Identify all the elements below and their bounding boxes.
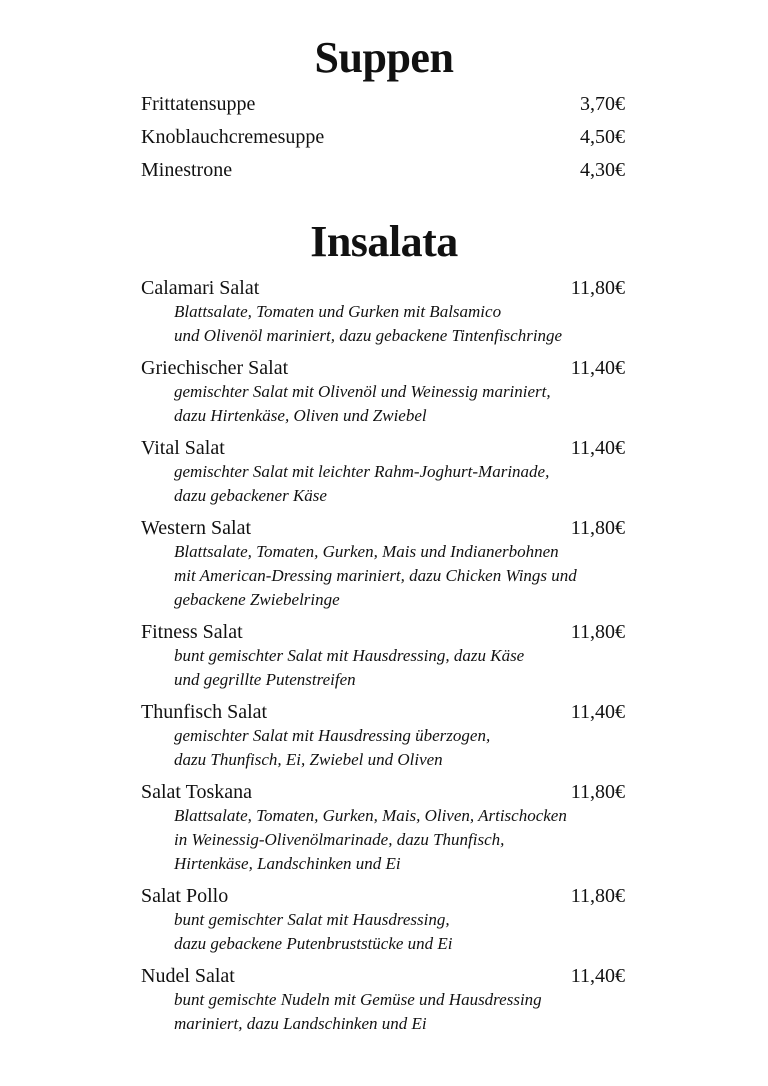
suppen-list bbox=[141, 92, 625, 191]
item-name: Thunfisch Salat bbox=[141, 701, 268, 723]
item-name: Griechischer Salat bbox=[141, 357, 289, 379]
item-price: 11,40€ bbox=[570, 701, 625, 723]
item-price: 11,40€ bbox=[570, 357, 625, 379]
description-line: und Olivenöl mariniert, dazu gebackene Tintenfischringe bbox=[174, 326, 563, 345]
item-header bbox=[141, 780, 625, 804]
item-description bbox=[141, 644, 671, 692]
item-price: 11,40€ bbox=[570, 965, 625, 987]
list-item bbox=[141, 620, 671, 692]
item-price: 11,80€ bbox=[570, 885, 625, 907]
list-item bbox=[141, 436, 671, 508]
description-line: Hirtenkäse, Landschinken und Ei bbox=[174, 854, 401, 873]
description-line: dazu gebackener Käse bbox=[174, 486, 327, 505]
item-header bbox=[141, 436, 625, 460]
insalata-title: Insalata bbox=[310, 217, 458, 266]
description-line: dazu gebackene Putenbruststücke und Ei bbox=[174, 934, 453, 953]
item-description bbox=[141, 724, 671, 772]
item-description bbox=[141, 300, 671, 348]
description-line: Blattsalate, Tomaten und Gurken mit Balsamico bbox=[174, 302, 502, 321]
insalata-list bbox=[141, 276, 671, 1044]
item-name: Frittatensuppe bbox=[141, 93, 256, 115]
item-name: Minestrone bbox=[141, 159, 233, 181]
description-line: in Weinessig-Olivenölmarinade, dazu Thunfisch, bbox=[174, 830, 505, 849]
list-item bbox=[141, 780, 671, 876]
item-price: 11,80€ bbox=[570, 621, 625, 643]
item-name: Western Salat bbox=[141, 517, 252, 539]
description-line: bunt gemischter Salat mit Hausdressing, dazu Käse bbox=[174, 646, 525, 665]
list-item bbox=[141, 276, 671, 348]
description-line: bunt gemischte Nudeln mit Gemüse und Hausdressing bbox=[174, 990, 542, 1009]
item-name: Calamari Salat bbox=[141, 277, 260, 299]
description-line: dazu Thunfisch, Ei, Zwiebel und Oliven bbox=[174, 750, 443, 769]
item-header bbox=[141, 356, 625, 380]
list-item bbox=[141, 356, 671, 428]
list-item bbox=[141, 964, 671, 1036]
description-line: Blattsalate, Tomaten, Gurken, Mais und Indianerbohnen bbox=[174, 542, 559, 561]
list-item bbox=[141, 700, 671, 772]
list-item bbox=[141, 125, 625, 158]
description-line: bunt gemischter Salat mit Hausdressing, bbox=[174, 910, 450, 929]
list-item bbox=[141, 158, 625, 191]
item-header bbox=[141, 700, 625, 724]
item-price: 11,80€ bbox=[570, 781, 625, 803]
description-line: gemischter Salat mit leichter Rahm-Joghurt-Marinade, bbox=[174, 462, 550, 481]
description-line: dazu Hirtenkäse, Oliven und Zwiebel bbox=[174, 406, 427, 425]
item-price: 4,30€ bbox=[580, 159, 625, 181]
item-header bbox=[141, 276, 625, 300]
description-line: und gegrillte Putenstreifen bbox=[174, 670, 356, 689]
item-price: 3,70€ bbox=[580, 93, 625, 115]
description-line: Blattsalate, Tomaten, Gurken, Mais, Oliven, Artischocken bbox=[174, 806, 567, 825]
description-line: mit American-Dressing mariniert, dazu Chicken Wings und bbox=[174, 566, 577, 585]
item-name: Nudel Salat bbox=[141, 965, 235, 987]
item-name: Vital Salat bbox=[141, 437, 225, 459]
item-header bbox=[141, 516, 625, 540]
item-header bbox=[141, 964, 625, 988]
item-description bbox=[141, 540, 671, 612]
list-item bbox=[141, 92, 625, 125]
item-header bbox=[141, 620, 625, 644]
item-name: Fitness Salat bbox=[141, 621, 243, 643]
item-description bbox=[141, 908, 671, 956]
item-price: 11,80€ bbox=[570, 277, 625, 299]
item-price: 11,40€ bbox=[570, 437, 625, 459]
description-line: mariniert, dazu Landschinken und Ei bbox=[174, 1014, 427, 1033]
suppen-title: Suppen bbox=[314, 33, 454, 82]
item-description bbox=[141, 988, 671, 1036]
item-description bbox=[141, 804, 671, 876]
item-name: Knoblauchcremesuppe bbox=[141, 126, 325, 148]
item-name: Salat Pollo bbox=[141, 885, 229, 907]
description-line: gemischter Salat mit Hausdressing überzogen, bbox=[174, 726, 491, 745]
list-item bbox=[141, 884, 671, 956]
item-description bbox=[141, 460, 671, 508]
item-name: Salat Toskana bbox=[141, 781, 252, 803]
item-price: 11,80€ bbox=[570, 517, 625, 539]
description-line: gebackene Zwiebelringe bbox=[174, 590, 340, 609]
list-item bbox=[141, 516, 671, 612]
item-description bbox=[141, 380, 671, 428]
item-price: 4,50€ bbox=[580, 126, 625, 148]
item-header bbox=[141, 884, 625, 908]
description-line: gemischter Salat mit Olivenöl und Weinessig mariniert, bbox=[174, 382, 551, 401]
